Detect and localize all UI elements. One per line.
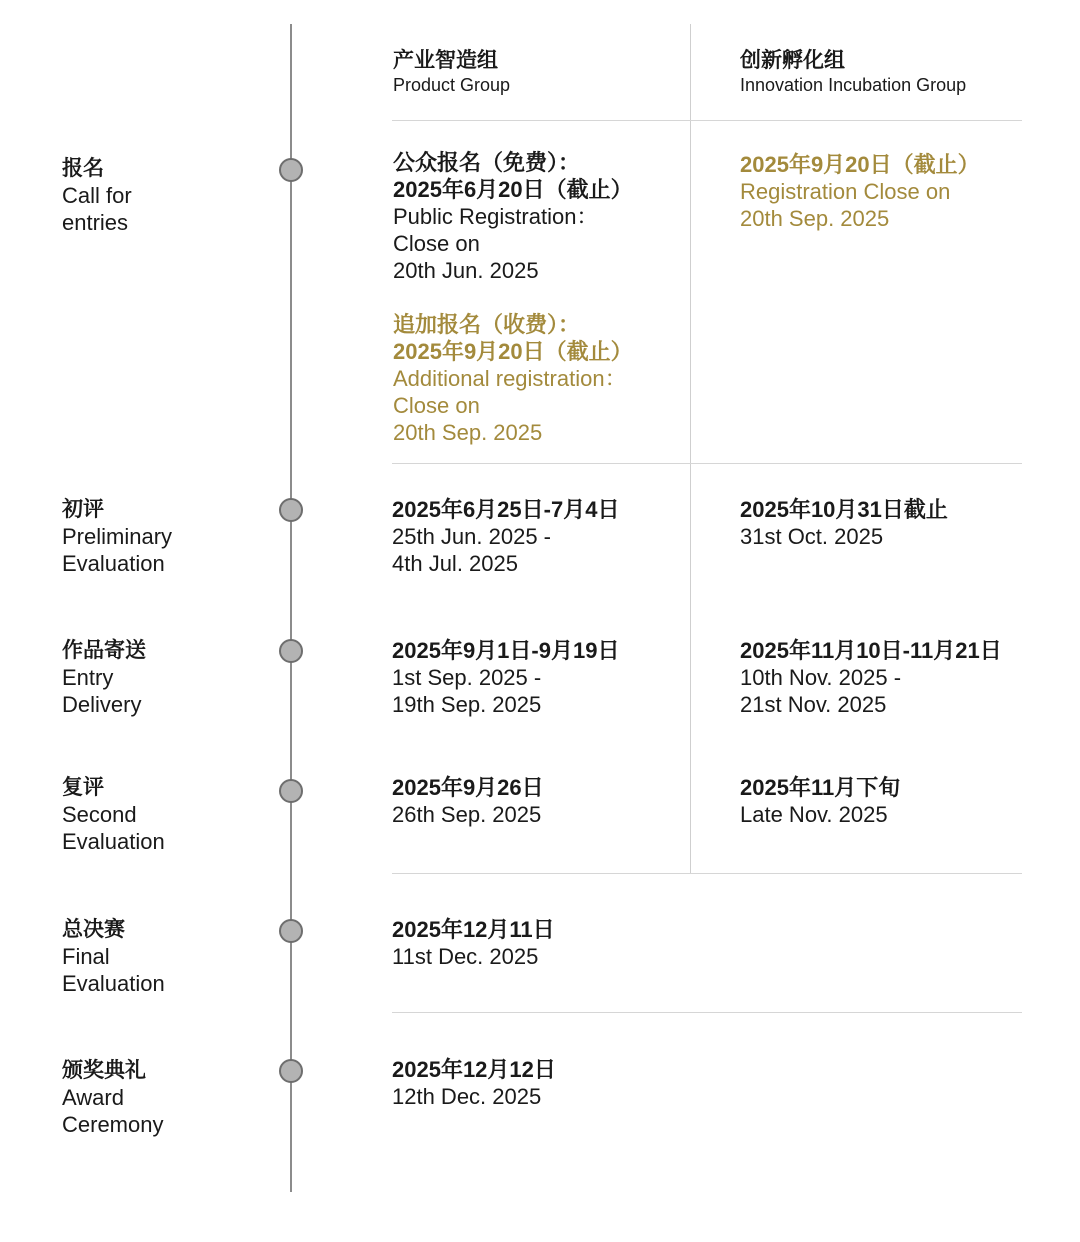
incubation-preliminary-cell: [740, 496, 1025, 550]
product-group-header: [393, 48, 510, 96]
incubation-registration-date-en: Registration Close on 20th Sep. 2025: [740, 179, 951, 231]
stage-entry-delivery: [62, 637, 272, 718]
product-group-title-en: Product Group: [393, 75, 511, 95]
product-group-title-zh: 产业智造组: [393, 49, 498, 72]
product-registration-cell: [393, 149, 678, 446]
stage-preliminary-evaluation: [62, 496, 272, 577]
incubation-registration-cell: [740, 151, 1025, 232]
timeline-axis: [290, 24, 292, 1192]
incubation-registration-date-zh: 2025年9月20日（截止）: [740, 152, 980, 177]
timeline-node: [279, 1059, 303, 1083]
column-divider: [690, 24, 691, 874]
final-evaluation-cell: [392, 916, 677, 970]
incubation-delivery-cell: [740, 637, 1040, 718]
date-en: 26th Sep. 2025: [392, 802, 542, 827]
date-zh: 2025年10月31日截止: [740, 497, 948, 522]
product-preliminary-cell: [392, 496, 677, 577]
product-second-cell: [392, 774, 677, 828]
stage-label-en: Entry Delivery: [62, 665, 142, 717]
date-en: 31st Oct. 2025: [740, 524, 884, 549]
stage-label-zh: 颁奖典礼: [62, 1059, 146, 1082]
product-delivery-cell: [392, 637, 677, 718]
stage-label-en: Preliminary Evaluation: [62, 524, 173, 576]
incubation-group-title-zh: 创新孵化组: [740, 49, 845, 72]
stage-label-en: Award Ceremony: [62, 1085, 164, 1137]
date-zh: 2025年11月下旬: [740, 775, 901, 800]
stage-label-zh: 作品寄送: [62, 639, 146, 662]
row-divider: [392, 1012, 1022, 1013]
date-en: 25th Jun. 2025 - 4th Jul. 2025: [392, 524, 552, 576]
timeline-node: [279, 158, 303, 182]
stage-label-zh: 复评: [62, 776, 104, 799]
row-divider: [392, 873, 1022, 874]
stage-second-evaluation: [62, 774, 272, 855]
date-zh: 2025年12月11日: [392, 917, 555, 942]
header-divider: [392, 120, 1022, 121]
date-en: 10th Nov. 2025 - 21st Nov. 2025: [740, 665, 902, 717]
timeline-node: [279, 779, 303, 803]
stage-label-zh: 总决赛: [62, 918, 125, 941]
stage-final-evaluation: [62, 916, 272, 997]
stage-call-for-entries: [62, 155, 272, 236]
row-divider: [392, 463, 1022, 464]
date-en: 1st Sep. 2025 - 19th Sep. 2025: [392, 665, 542, 717]
date-zh: 2025年9月1日-9月19日: [392, 638, 620, 663]
stage-label-zh: 报名: [62, 157, 104, 180]
stage-label-zh: 初评: [62, 498, 104, 521]
timeline-node: [279, 639, 303, 663]
public-registration-date-zh: 公众报名（免费）： 2025年6月20日（截止）: [393, 150, 633, 202]
stage-label-en: Second Evaluation: [62, 802, 165, 854]
date-en: 11st Dec. 2025: [392, 944, 539, 969]
date-en: 12th Dec. 2025: [392, 1084, 542, 1109]
stage-award-ceremony: [62, 1057, 272, 1138]
incubation-group-header: [740, 48, 966, 96]
incubation-group-title-en: Innovation Incubation Group: [740, 75, 967, 95]
incubation-second-cell: [740, 774, 1025, 828]
date-zh: 2025年6月25日-7月4日: [392, 497, 620, 522]
public-registration-date-en: Public Registration： Close on 20th Jun. 2025: [393, 204, 599, 283]
date-zh: 2025年9月26日: [392, 775, 544, 800]
additional-registration-date-en: Additional registration： Close on 20th Sep. 2025: [393, 366, 627, 445]
additional-registration-date-zh: 追加报名（收费）： 2025年9月20日（截止）: [393, 312, 633, 364]
timeline-node: [279, 498, 303, 522]
stage-label-en: Call for entries: [62, 183, 132, 235]
stage-label-en: Final Evaluation: [62, 944, 165, 996]
date-zh: 2025年12月12日: [392, 1057, 556, 1082]
date-en: Late Nov. 2025: [740, 802, 888, 827]
date-zh: 2025年11月10日-11月21日: [740, 638, 1002, 663]
timeline-node: [279, 919, 303, 943]
award-ceremony-cell: [392, 1056, 677, 1110]
